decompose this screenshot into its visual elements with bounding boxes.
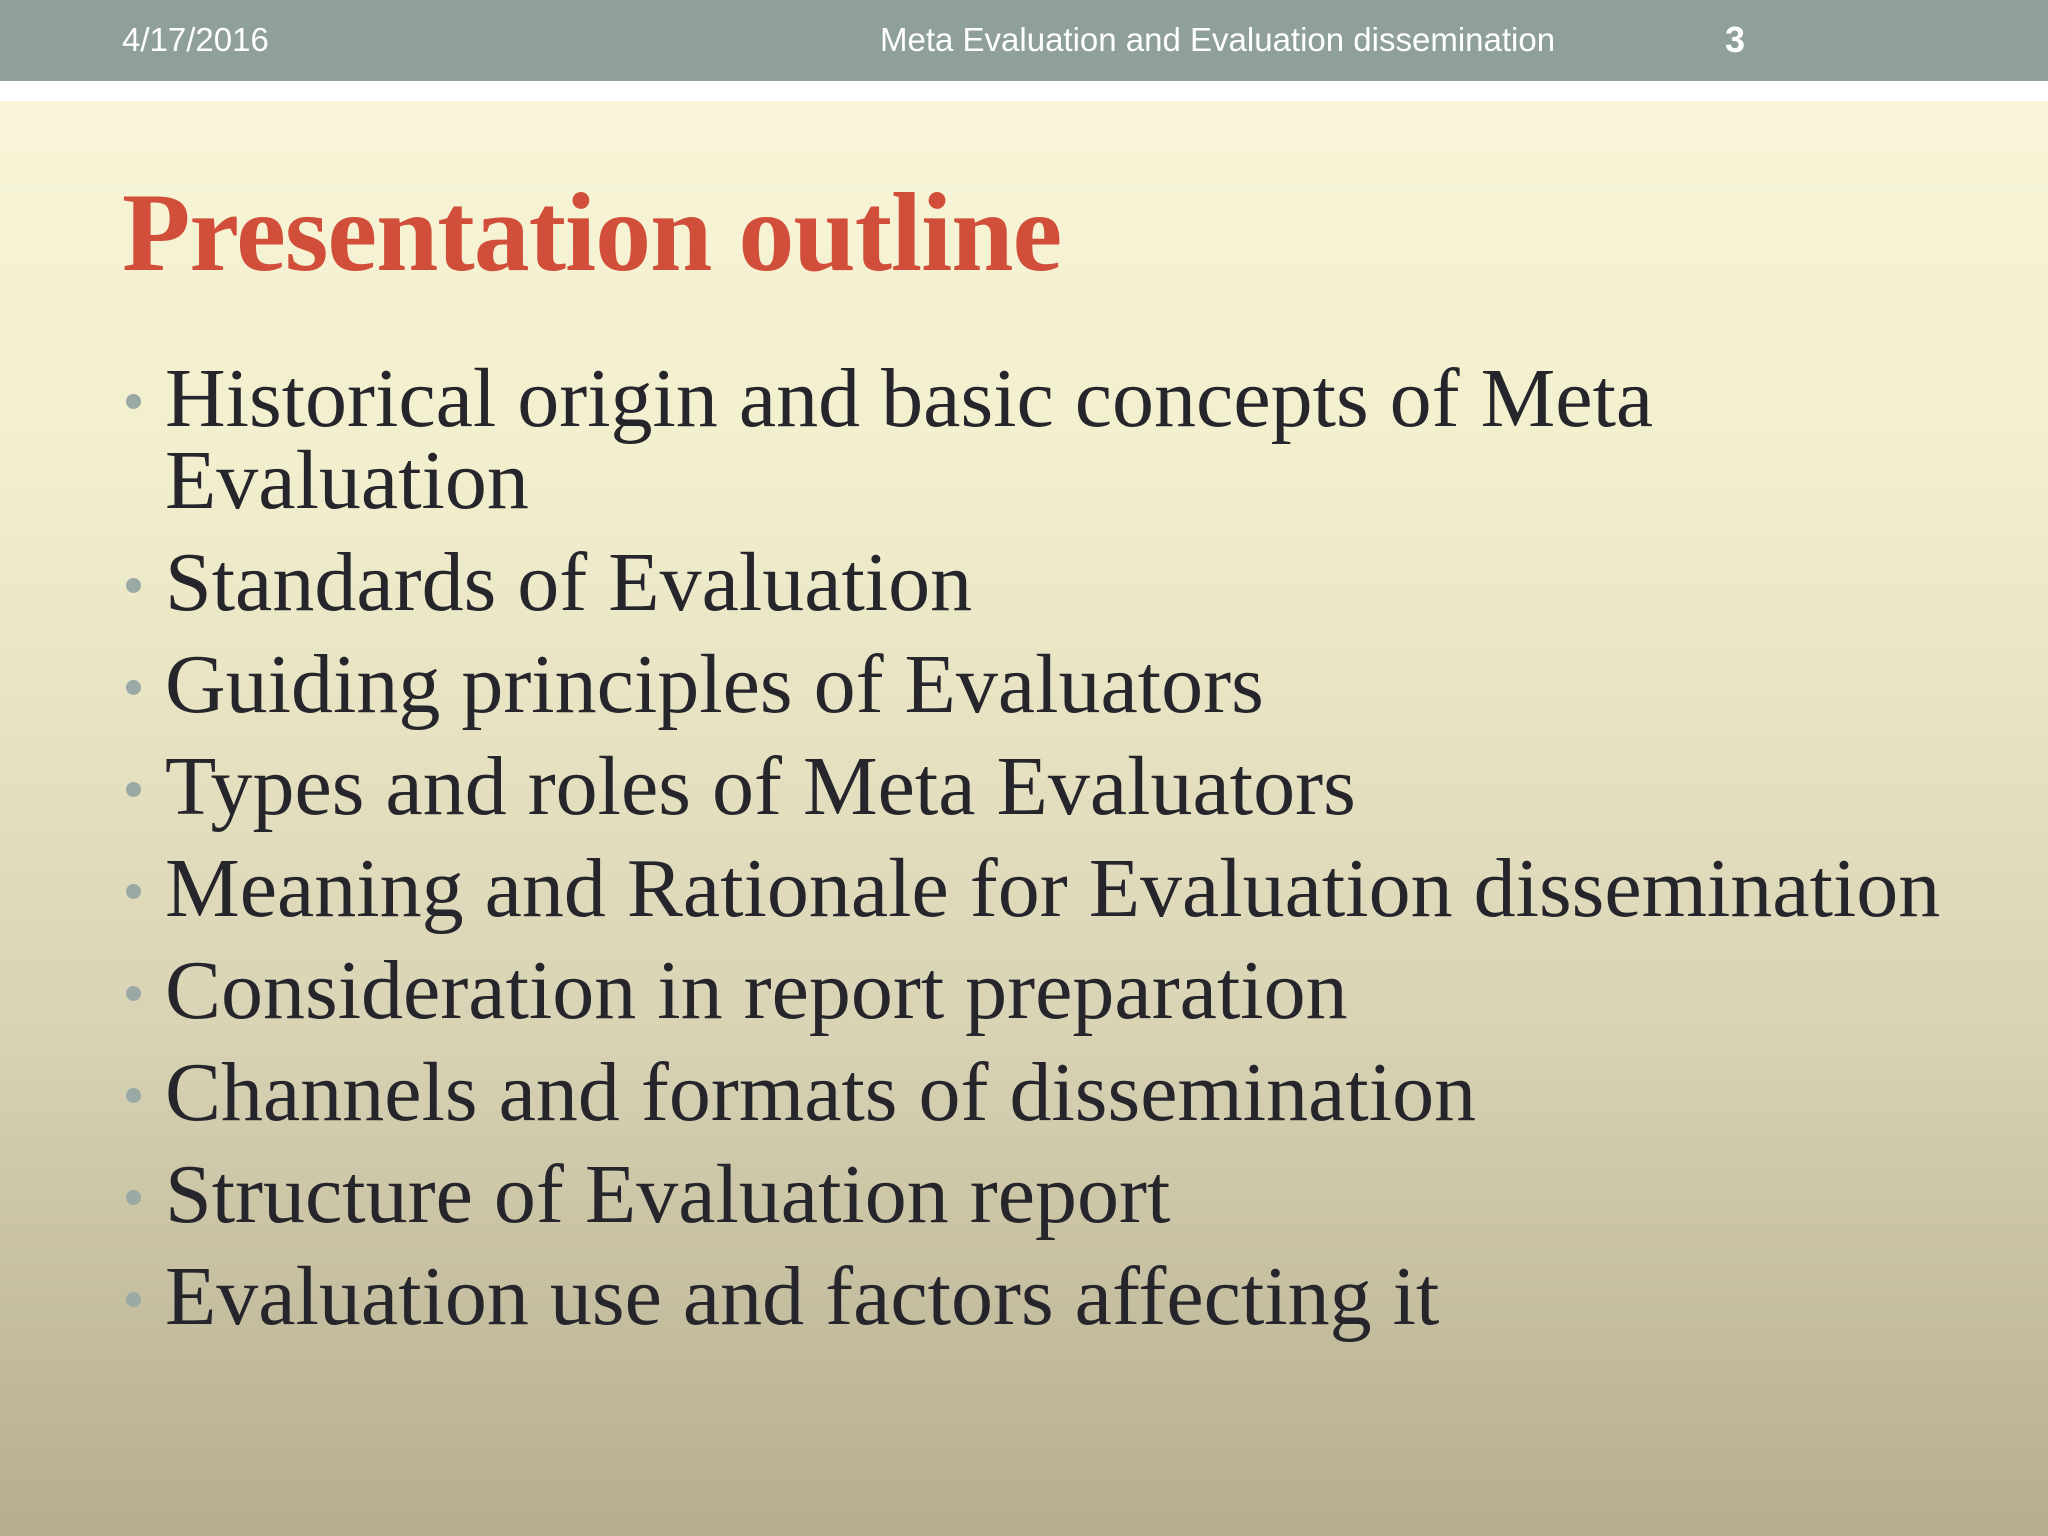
outline-item	[122, 1046, 1982, 1139]
outline-item	[122, 944, 1982, 1037]
bullet-dot-icon	[126, 986, 141, 1001]
outline-item-text: Consideration in report preparation	[165, 944, 1348, 1037]
outline-item	[122, 842, 1982, 935]
outline-item-text: Historical origin and basic concepts of Meta Evaluation	[165, 352, 1654, 527]
outline-item	[122, 1148, 1982, 1241]
slide-footer-title: Meta Evaluation and Evaluation dissemination	[880, 21, 1556, 58]
outline-item	[122, 352, 1982, 527]
outline-item-text: Standards of Evaluation	[165, 536, 973, 629]
slide-title: Presentation outline	[122, 171, 1062, 295]
slide-header-bar	[0, 0, 2048, 81]
outline-item	[122, 1250, 1982, 1343]
outline-item	[122, 638, 1982, 731]
slide-page-number: 3	[1725, 19, 1746, 60]
outline-item	[122, 740, 1982, 833]
bullet-dot-icon	[126, 782, 141, 797]
outline-item-text: Structure of Evaluation report	[165, 1148, 1171, 1241]
bullet-dot-icon	[126, 884, 141, 899]
bullet-dot-icon	[126, 578, 141, 593]
bullet-dot-icon	[126, 394, 141, 409]
bullet-dot-icon	[126, 1292, 141, 1307]
bullet-dot-icon	[126, 1190, 141, 1205]
outline-item	[122, 536, 1982, 629]
slide-date: 4/17/2016	[122, 21, 269, 58]
outline-list	[122, 352, 1982, 1358]
outline-item-text: Channels and formats of dissemination	[165, 1046, 1477, 1139]
bullet-dot-icon	[126, 680, 141, 695]
bullet-dot-icon	[126, 1088, 141, 1103]
outline-item-text: Meaning and Rationale for Evaluation dissemination	[165, 842, 1941, 935]
outline-item-text: Evaluation use and factors affecting it	[165, 1250, 1440, 1343]
outline-item-text: Types and roles of Meta Evaluators	[165, 740, 1356, 833]
outline-item-text: Guiding principles of Evaluators	[165, 638, 1264, 731]
